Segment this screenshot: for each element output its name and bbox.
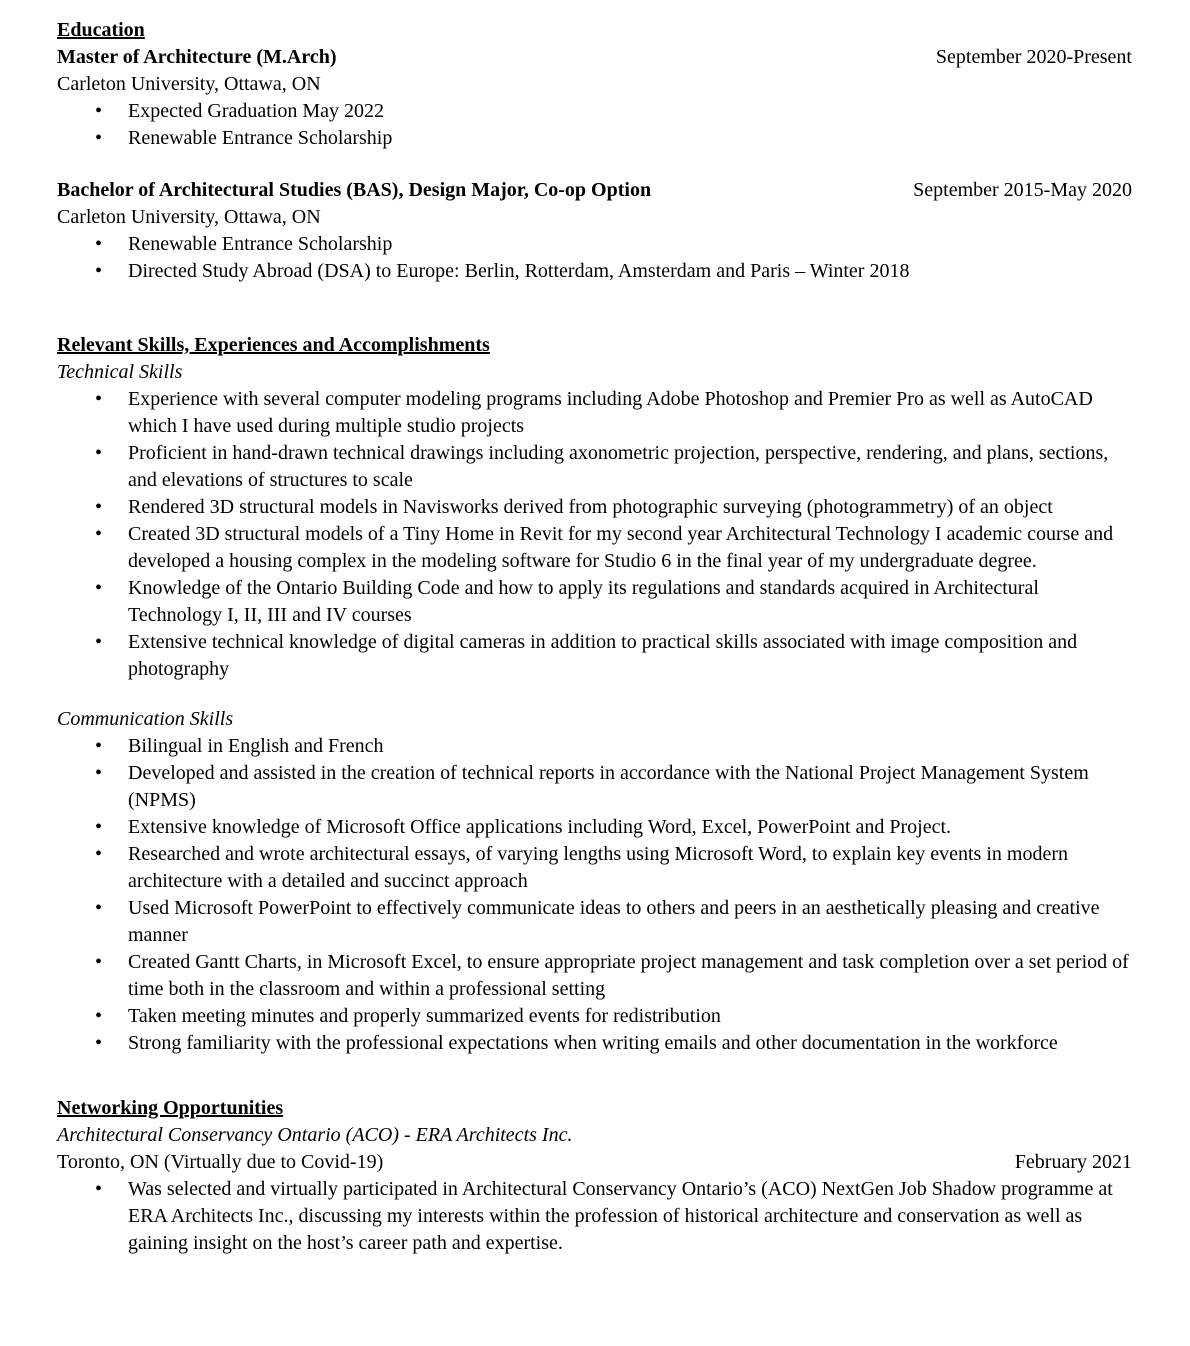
degree-date-range: September 2015-May 2020 <box>913 179 1132 201</box>
bullet-item: • Proficient in hand-drawn technical drawings including axonometric projection, perspective, rendering, and plans, sections, and elevations of structures to scale <box>57 440 1132 494</box>
networking-heading: Networking Opportunities <box>57 1097 284 1119</box>
institution-name: Carleton University, Ottawa, ON <box>57 73 321 95</box>
technical-skills-bullet-list <box>57 386 1132 683</box>
location-text: Toronto, ON (Virtually due to Covid-19) <box>57 1151 384 1173</box>
entry-header <box>57 44 1132 71</box>
education-entry-masters <box>57 44 1132 152</box>
degree-date-range: September 2020-Present <box>935 46 1132 68</box>
bullet-item: • Created Gantt Charts, in Microsoft Excel, to ensure appropriate project management and task completion over a set period of time both in the classroom and within a professional setting <box>57 949 1132 1003</box>
education-heading: Education <box>57 19 145 41</box>
section-relevant-skills <box>57 332 1132 1057</box>
bullet-item: • Extensive technical knowledge of digital cameras in addition to practical skills associated with image composition and photography <box>57 629 1132 683</box>
bullet-item: • Renewable Entrance Scholarship <box>57 125 1132 152</box>
networking-bullet-list <box>57 1176 1132 1257</box>
degree-title: Master of Architecture (M.Arch) <box>57 46 337 68</box>
subsection-technical-skills <box>57 359 1132 683</box>
bullet-item: • Directed Study Abroad (DSA) to Europe: Berlin, Rotterdam, Amsterdam and Paris – Winter 2018 <box>57 258 1132 285</box>
communication-skills-bullet-list <box>57 733 1132 1057</box>
education-entry-bachelors <box>57 177 1132 285</box>
networking-date: February 2021 <box>1014 1151 1132 1173</box>
bullet-item: • Expected Graduation May 2022 <box>57 98 1132 125</box>
section-networking-opportunities <box>57 1095 1132 1257</box>
entry-header <box>57 1149 1132 1176</box>
degree-title: Bachelor of Architectural Studies (BAS), Design Major, Co-op Option <box>57 179 652 201</box>
bullet-item: • Rendered 3D structural models in Navisworks derived from photographic surveying (photogrammetry) of an object <box>57 494 1132 521</box>
entry-header <box>57 177 1132 204</box>
bullet-item: • Taken meeting minutes and properly summarized events for redistribution <box>57 1003 1132 1030</box>
communication-skills-subheading: Communication Skills <box>57 708 234 730</box>
bullet-item: • Bilingual in English and French <box>57 733 1132 760</box>
bullet-item: • Used Microsoft PowerPoint to effectively communicate ideas to others and peers in an aesthetically pleasing and creative manner <box>57 895 1132 949</box>
technical-skills-subheading: Technical Skills <box>57 361 183 383</box>
education-bullet-list <box>57 98 1132 152</box>
bullet-item: • Researched and wrote architectural essays, of varying lengths using Microsoft Word, to explain key events in modern architecture with a detailed and succinct approach <box>57 841 1132 895</box>
bullet-item: • Extensive knowledge of Microsoft Office applications including Word, Excel, PowerPoint and Project. <box>57 814 1132 841</box>
bullet-item: • Developed and assisted in the creation of technical reports in accordance with the National Project Management System (NPMS) <box>57 760 1132 814</box>
bullet-item: • Knowledge of the Ontario Building Code and how to apply its regulations and standards acquired in Architectural Technology I, II, III and IV courses <box>57 575 1132 629</box>
bullet-item: • Created 3D structural models of a Tiny Home in Revit for my second year Architectural Technology I academic course and developed a housing complex in the modeling software for Studio 6 in the final year of my undergraduate degree. <box>57 521 1132 575</box>
institution-name: Carleton University, Ottawa, ON <box>57 206 321 228</box>
education-bullet-list <box>57 231 1132 285</box>
bullet-item: • Was selected and virtually participated in Architectural Conservancy Ontario’s (ACO) NextGen Job Shadow programme at ERA Architects Inc., discussing my interests within the profession of historical architecture and conservation as well as gaining insight on the host’s career path and expertise. <box>57 1176 1132 1257</box>
organization-name: Architectural Conservancy Ontario (ACO) - ERA Architects Inc. <box>57 1124 573 1146</box>
section-education <box>57 17 1132 285</box>
skills-heading: Relevant Skills, Experiences and Accomplishments <box>57 334 490 356</box>
bullet-item: • Renewable Entrance Scholarship <box>57 231 1132 258</box>
bullet-item: • Experience with several computer modeling programs including Adobe Photoshop and Premier Pro as well as AutoCAD which I have used during multiple studio projects <box>57 386 1132 440</box>
bullet-item: • Strong familiarity with the professional expectations when writing emails and other documentation in the workforce <box>57 1030 1132 1057</box>
subsection-communication-skills <box>57 706 1132 1057</box>
